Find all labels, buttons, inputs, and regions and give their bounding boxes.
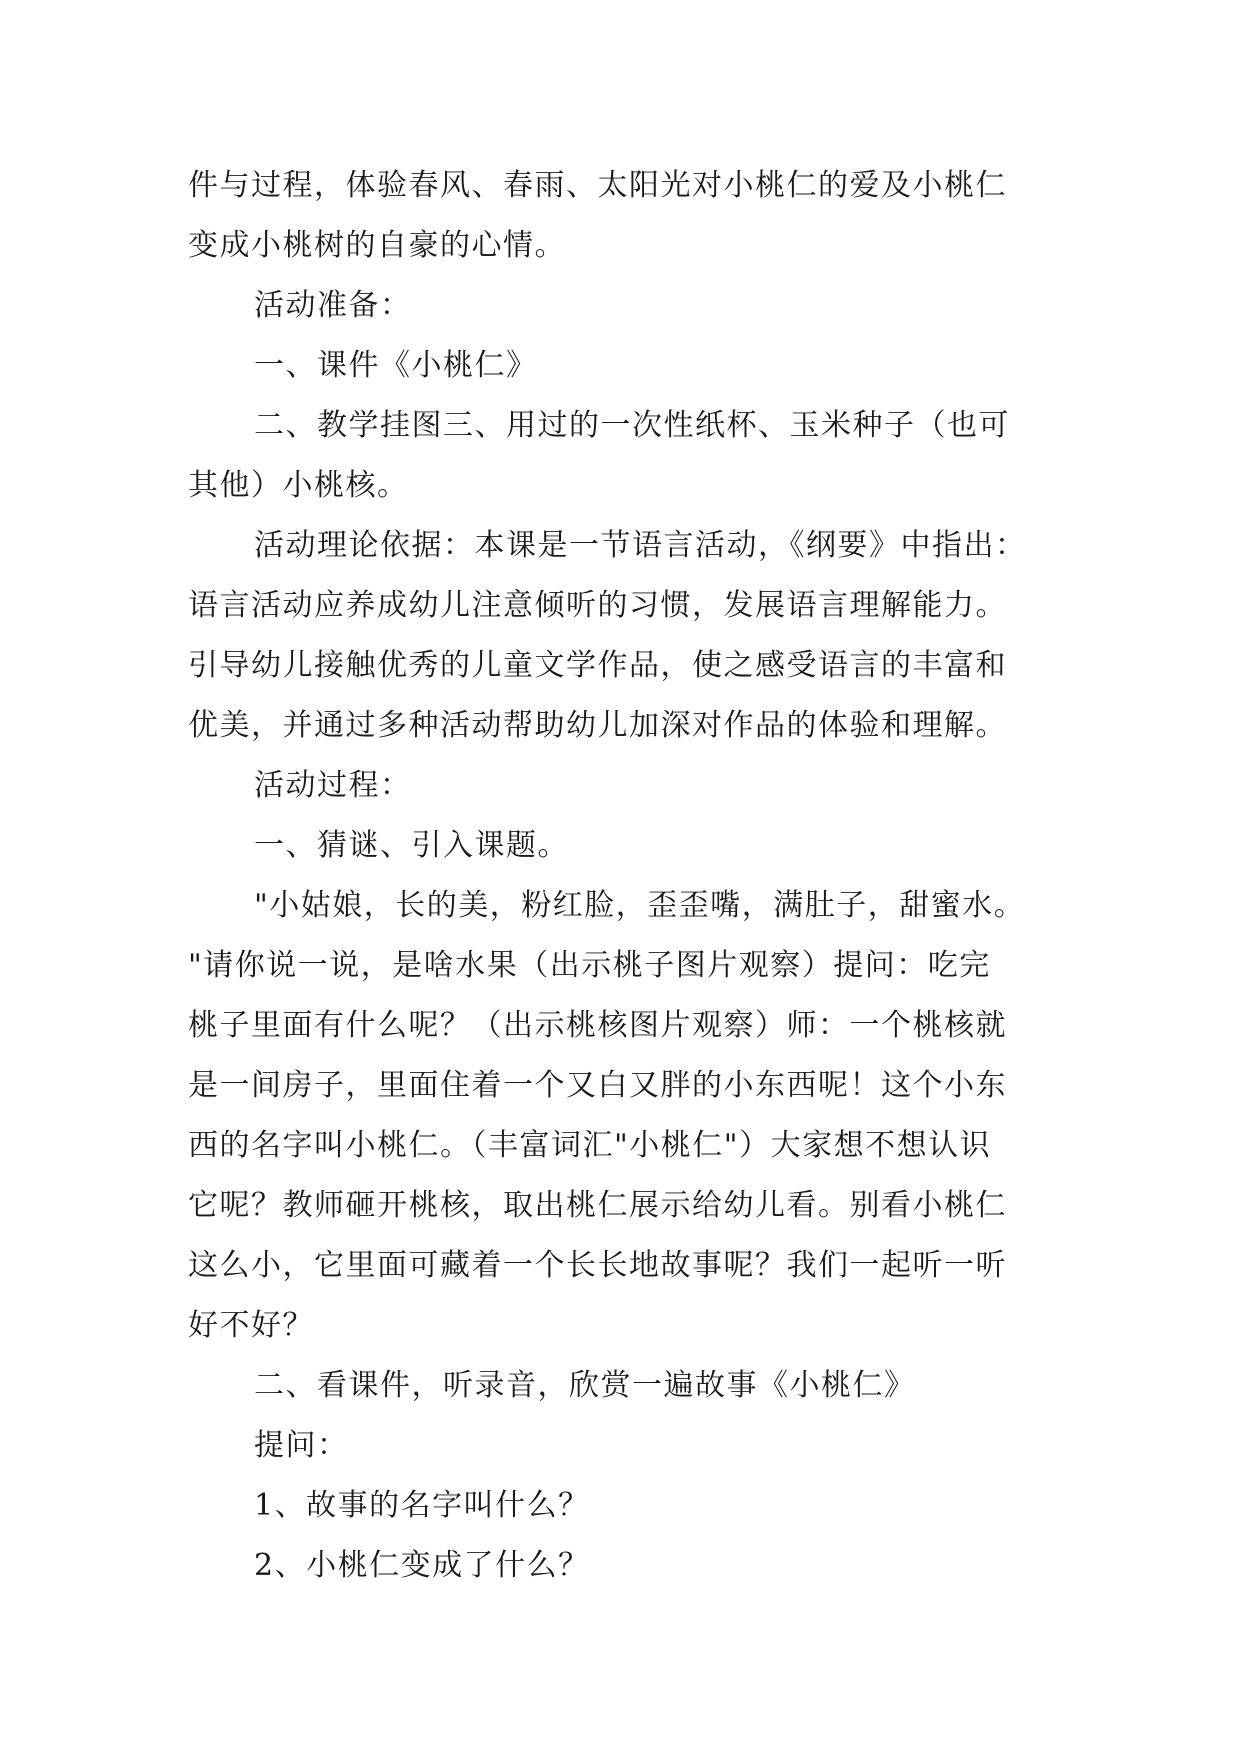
text-line: 提问：: [254, 1428, 349, 1463]
text-line: 这么小，它里面可藏着一个长长地故事呢？我们一起听一听: [188, 1248, 1007, 1283]
document-body: [188, 160, 1068, 1600]
text-line: 其他）小桃核。: [188, 468, 409, 503]
text-line: 一、猜谜、引入课题。: [254, 828, 569, 863]
text-line: 好不好？: [188, 1308, 314, 1343]
text-line: 语言活动应养成幼儿注意倾听的习惯，发展语言理解能力。: [188, 588, 1007, 623]
text-line: 活动理论依据：本课是一节语言活动，《纲要》中指出：: [254, 528, 1027, 563]
text-line: 二、教学挂图三、用过的一次性纸杯、玉米种子（也可: [254, 408, 1010, 443]
text-line: 活动准备：: [254, 288, 412, 323]
text-line: 是一间房子，里面住着一个又白又胖的小东西呢！这个小东: [188, 1068, 1007, 1103]
text-line: "小姑娘，长的美，粉红脸，歪歪嘴，满肚子，甜蜜水。: [254, 888, 1026, 923]
text-line: 一、课件《小桃仁》: [254, 348, 538, 383]
text-line: 活动过程：: [254, 768, 412, 803]
text-line: 西的名字叫小桃仁。（丰富词汇"小桃仁"）大家想不想认识: [188, 1128, 992, 1163]
text-line: 桃子里面有什么呢？（出示桃核图片观察）师：一个桃核就: [188, 1008, 1007, 1043]
text-line: "请你说一说，是啥水果（出示桃子图片观察）提问：吃完: [188, 948, 991, 983]
text-line: 它呢？教师砸开桃核，取出桃仁展示给幼儿看。别看小桃仁: [188, 1188, 1007, 1223]
text-line: 引导幼儿接触优秀的儿童文学作品，使之感受语言的丰富和: [188, 648, 1007, 683]
text-line: 变成小桃树的自豪的心情。: [188, 228, 566, 263]
text-line: 2、小桃仁变成了什么？: [254, 1548, 590, 1583]
text-line: 件与过程，体验春风、春雨、太阳光对小桃仁的爱及小桃仁: [188, 168, 1007, 203]
text-line: 优美，并通过多种活动帮助幼儿加深对作品的体验和理解。: [188, 708, 1007, 743]
text-line: 二、看课件，听录音，欣赏一遍故事《小桃仁》: [254, 1368, 916, 1403]
text-line: 1、故事的名字叫什么？: [254, 1488, 590, 1523]
